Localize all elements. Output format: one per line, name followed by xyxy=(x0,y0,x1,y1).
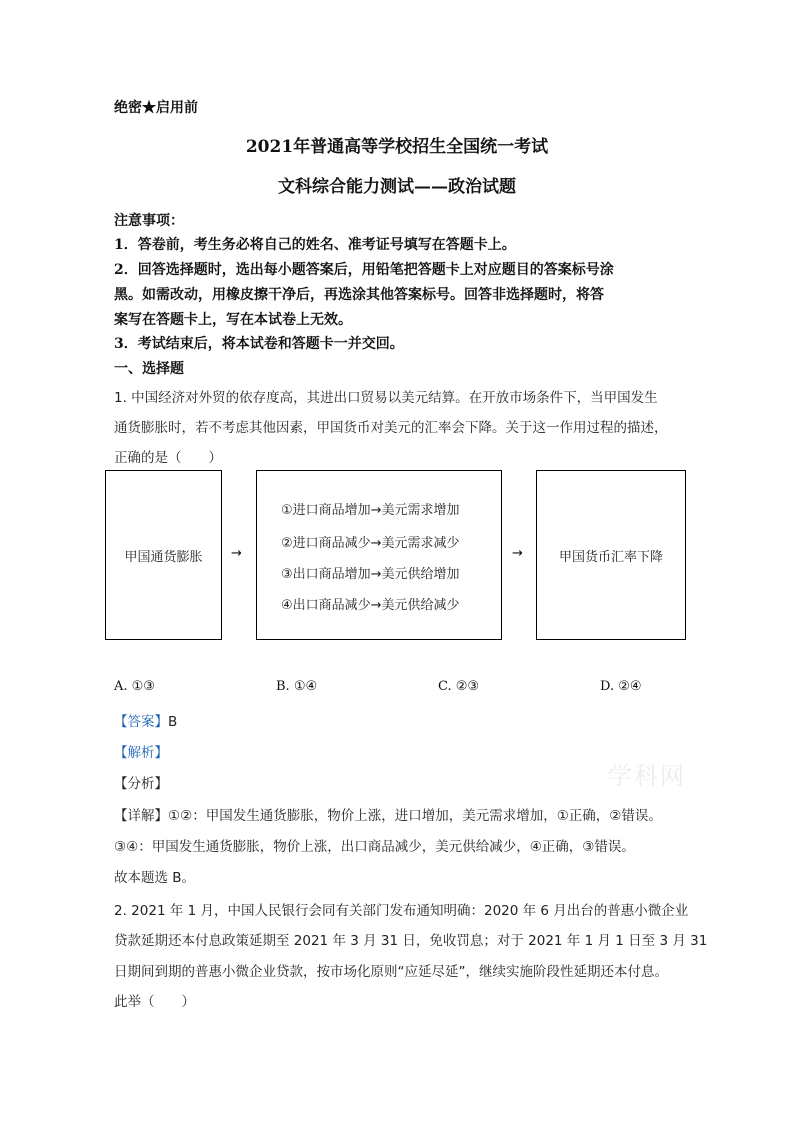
diagram-left-text: 甲国通货膨胀 xyxy=(124,549,203,565)
q2-stem-line: 日期间到期的普惠小微企业贷款，按市场化原则“应延尽延”，继续实施阶段性延期还本付息。 xyxy=(114,964,668,980)
diagram-middle-box xyxy=(256,470,502,640)
answer-tag: 【答案】 xyxy=(114,714,168,730)
q1-stem-line: 正确的是（ ） xyxy=(114,450,222,466)
diagram-middle-item: ④出口商品减少→美元供给减少 xyxy=(281,598,460,613)
notice-item: 黑。如需改动，用橡皮擦干净后，再选涂其他答案标号。回答非选择题时，将答 xyxy=(114,287,604,303)
notice-item: 3．考试结束后，将本试卷和答题卡一并交回。 xyxy=(114,336,404,352)
q1-stem-line: 通货膨胀时，若不考虑其他因素，甲国货币对美元的汇率会下降。关于这一作用过程的描述， xyxy=(114,420,668,436)
q2-stem-line: 2. 2021 年 1 月，中国人民银行会同有关部门发布通知明确：2020 年 6 月出台的普惠小微企业 xyxy=(114,903,689,919)
notice-item: 案写在答题卡上，写在本试卷上无效。 xyxy=(114,312,352,328)
notice-item: 1．答卷前，考生务必将自己的姓名、准考证号填写在答题卡上。 xyxy=(114,237,516,253)
exam-subtitle: 文科综合能力测试——政治试题 xyxy=(278,177,516,197)
arrow-icon: → xyxy=(512,546,523,561)
section-heading: 一、选择题 xyxy=(114,361,184,377)
analysis-tag xyxy=(114,741,168,761)
conclusion-line: 故本题选 B。 xyxy=(114,870,196,886)
watermark: 学科网 xyxy=(608,762,686,790)
notice-heading: 注意事项： xyxy=(114,213,184,229)
q2-stem-line: 此举（ ） xyxy=(114,994,195,1010)
answer-line xyxy=(114,710,177,730)
fenxi-label: 【分析】 xyxy=(114,776,168,792)
detail-text: ①②：甲国发生通货膨胀，物价上涨，进口增加，美元需求增加，①正确，②错误。 xyxy=(168,808,662,824)
exam-title: 2021年普通高等学校招生全国统一考试 xyxy=(245,137,549,157)
secret-label: 绝密★启用前 xyxy=(114,100,198,116)
option-b: B. ①④ xyxy=(276,679,318,694)
arrow-icon: → xyxy=(231,546,242,561)
fenxi-tag xyxy=(114,772,168,792)
diagram-left-box xyxy=(105,470,222,640)
detail-label: 【详解】 xyxy=(114,808,168,824)
answer-value: B xyxy=(168,714,178,730)
option-d: D. ②④ xyxy=(600,679,642,694)
option-a: A. ①③ xyxy=(114,679,155,694)
option-c: C. ②③ xyxy=(438,679,480,694)
detail-line xyxy=(114,804,662,824)
detail-line: ③④：甲国发生通货膨胀，物价上涨，出口商品减少，美元供给减少，④正确，③错误。 xyxy=(114,839,635,855)
analysis-label: 【解析】 xyxy=(114,745,168,761)
diagram-middle-item: ②进口商品减少→美元需求减少 xyxy=(281,536,460,551)
diagram-right-box xyxy=(536,470,686,640)
diagram-right-text: 甲国货币汇率下降 xyxy=(558,549,663,565)
notice-item: 2．回答选择题时，选出每小题答案后，用铅笔把答题卡上对应题目的答案标号涂 xyxy=(114,262,614,278)
q1-stem-line: 1. 中国经济对外贸的依存度高，其进出口贸易以美元结算。在开放市场条件下，当甲国发生 xyxy=(114,390,658,406)
diagram-middle-item: ③出口商品增加→美元供给增加 xyxy=(281,567,460,582)
q2-stem-line: 贷款延期还本付息政策延期至 2021 年 3 月 31 日，免收罚息；对于 2021 年 1 月 1 日至 3 月 31 xyxy=(114,933,708,949)
diagram-middle-item: ①进口商品增加→美元需求增加 xyxy=(281,503,460,518)
